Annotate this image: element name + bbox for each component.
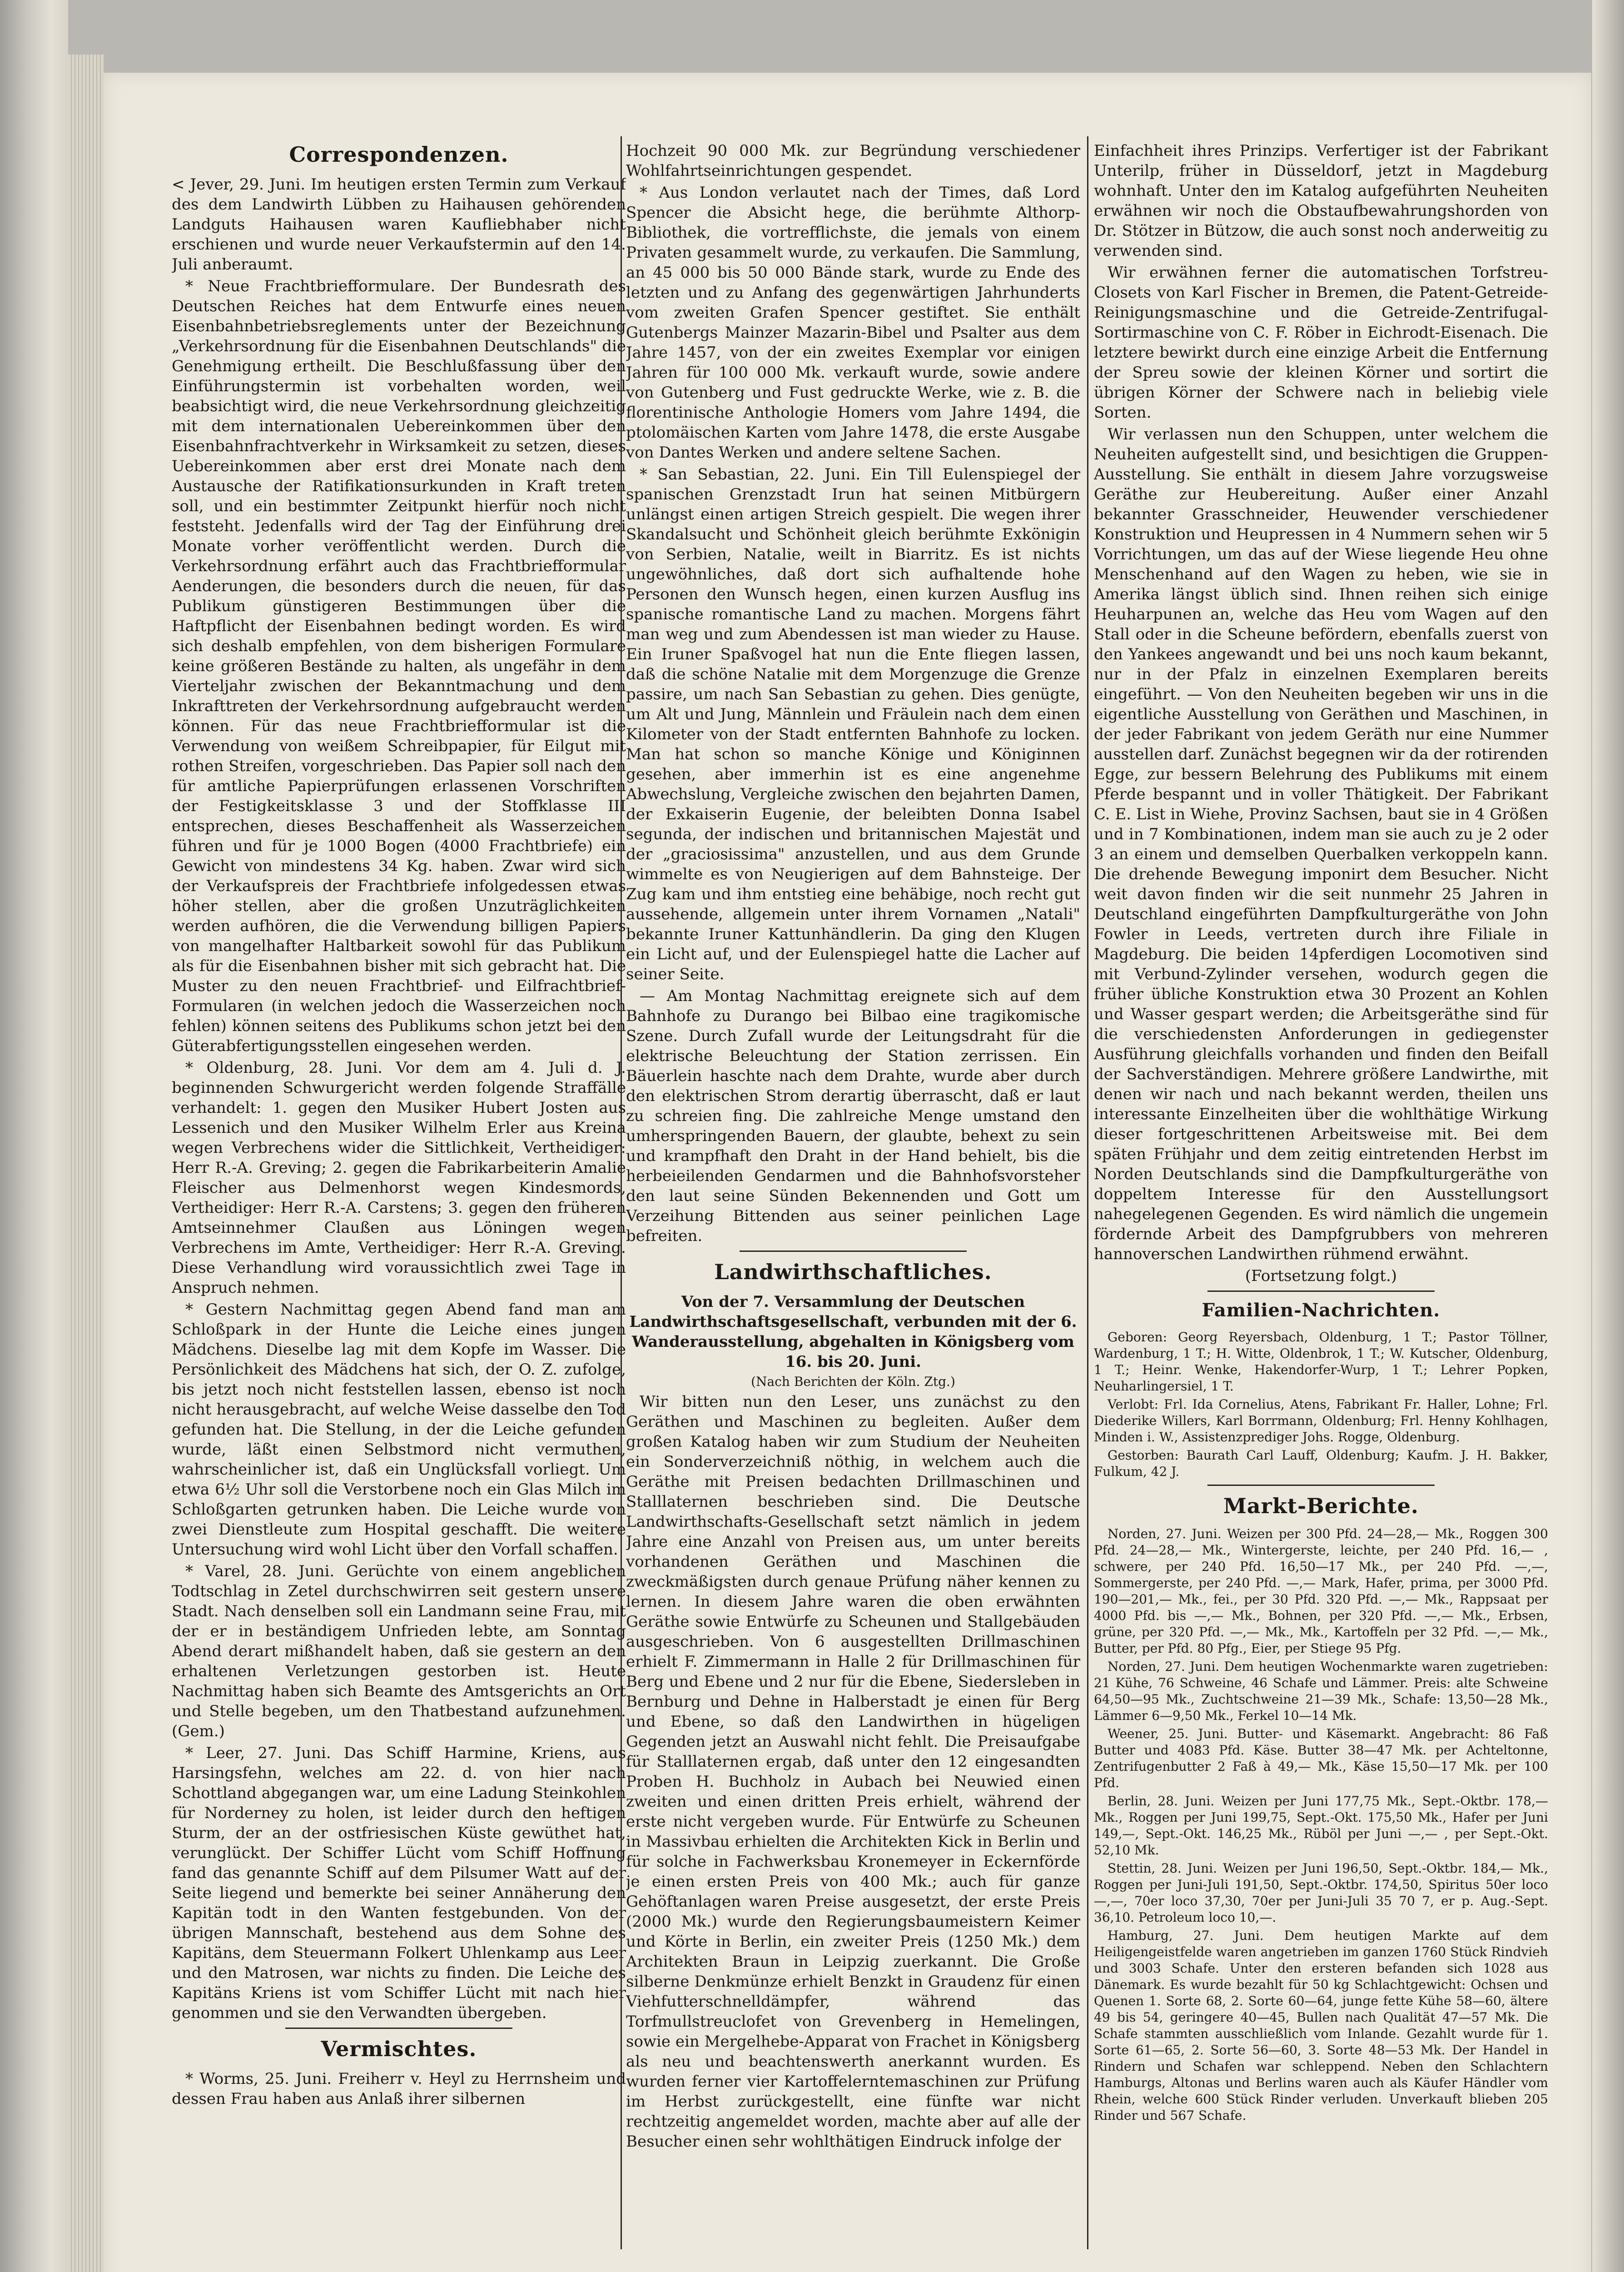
article-paragraph: * Neue Frachtbriefformulare. Der Bundesrath des Deutschen Reiches hat dem Entwurfe eines neuen Eisenbahnbetriebsreglements unter der Bezeichnung „Verkehrsordnung für die Eisenbahnen Deutschlands" die Genehmigung ertheilt. Die Beschlußfassung über den Einführungstermin ist vorbehalten worden, weil beabsichtigt wird, die neue Verkehrsordnung gleichzeitig mit dem internationalen Uebereinkommen über den Eisenbahnfrachtverkehr in Wirksamkeit zu setzen, dieses Uebereinkommen aber erst drei Monate nach dem Austausche der Ratifikationsurkunden in Kraft treten soll, und ein bestimmter Zeitpunkt hierfür noch nicht feststeht. Jedenfalls wird der Tag der Einführung drei Monate vorher veröffentlicht werden. Durch die Verkehrsordnung erfährt auch das Frachtbriefformular Aenderungen, die besonders durch die neuen, für das Publikum günstigeren Bestimmungen über die Haftpflicht der Eisenbahnen bedingt worden. Es wird sich deshalb empfehlen, von dem bisherigen Formulare keine größeren Bestände zu halten, als ungefähr in dem Vierteljahr zwischen der Bekanntmachung und dem Inkrafttreten der Verkehrsordnung aufgebraucht werden können. Für das neue Frachtbriefformular ist die Verwendung von weißem Schreibpapier, für Eilgut mit rothen Streifen, vorgeschrieben. Das Papier soll nach den für amtliche Papierprüfungen erlassenen Vorschriften der Festigkeitsklasse 3 und der Stoffklasse III entsprechen, dieses Beschaffenheit als Wasserzeichen führen und für je 1000 Bogen (4000 Frachtbriefe) ein Gewicht von mindestens 34 Kg. haben. Zwar wird sich der Verkaufspreis der Frachtbriefe infolgedessen etwas höher stellen, aber die großen Unzuträglichkeiten werden aufhören, die die Verwendung billigen Papiers von mangelhafter Haltbarkeit sowohl für das Publikum als für die Eisenbahnen bisher mit sich gebracht hat. Die Muster zu den neuen Frachtbrief- und Eilfrachtbrief-Formularen (in welchen jedoch die Wasserzeichen noch fehlen) können seitens des Publikums schon jetzt bei den Güterabfertigungsstellen eingesehen werden. [172, 277, 626, 1055]
article-paragraph: Wir verlassen nun den Schuppen, unter welchem die Neuheiten aufgestellt sind, und besichtigen die Gruppen-Ausstellung. Sie enthält in diesem Jahre vorzugsweise Geräthe zur Heubereitung. Außer einer Anzahl bekannter Grasschneider, Heuwender verschiedener Konstruktion und Heupressen in 4 Nummern sehen wir 5 Vorrichtungen, um das auf der Wiese liegende Heu ohne Menschenhand auf den Wagen zu heben, wie sie in Amerika längst üblich sind. Ihnen reihen sich einige Heuharpunen an, welche das Heu vom Wagen auf den Stall oder in die Scheune befördern, ebenfalls zuerst von den Yankees angewandt und bei uns noch kaum bekannt, nur in der Pfalz in einzelnen Exemplaren bereits eingeführt. — Von den Neuheiten begeben wir uns in die eigentliche Ausstellung von Geräthen und Maschinen, in der jeder Fabrikant von jedem Geräth nur eine Nummer ausstellen darf. Zunächst begegnen wir da der rotirenden Egge, zur bessern Belehrung des Publikums mit einem Pferde bespannt und in voller Thätigkeit. Der Fabrikant C. E. List in Wiehe, Provinz Sachsen, baut sie in 4 Größen und in 7 Kombinationen, indem man sie auch zu je 2 oder 3 an einem und demselben Querbalken verkoppeln kann. Die drehende Bewegung imponirt dem Besucher. Nicht weit davon finden wir die seit nunmehr 25 Jahren in Deutschland eingeführten Dampfkulturgeräthe von John Fowler in Leeds, vertreten durch ihre Filiale in Magdeburg. Die beiden 14pferdigen Locomotiven sind mit Verbund-Zylinder versehen, wodurch gegen die früher übliche Konstruktion etwa 30 Prozent an Kohlen und Wasser gespart werden; die Arbeitsgeräthe sind für die verschiedensten Anforderungen in gediegenster Ausführung gleichfalls vorhanden und finden den Beifall der Sachverständigen. Mehrere größere Landwirthe, mit denen wir nach und nach bekannt werden, theilen uns interessante Einzelheiten über die wohlthätige Wirkung dieser fortgeschrittenen Arbeitsweise mit. Bei dem späten Frühjahr und dem zeitig eintretenden Herbst im Norden Deutschlands sind die Dampfkulturgeräthe von doppeltem Interesse für den Ausstellungsort nahegelegenen Gegenden. Es wird nämlich die ungemein fördernde Arbeit des Dampfgrubbers von mehreren hannoverschen Landwirthen rühmend erwähnt. [1094, 425, 1548, 1263]
article-source: (Nach Berichten der Köln. Ztg.) [751, 1374, 955, 1389]
article-paragraph: * Varel, 28. Juni. Gerüchte von einem angeblichen Todtschlag in Zetel durchschwirren seit gestern unsere Stadt. Nach denselben soll ein Landmann seine Frau, mit der er in beständigem Unfrieden lebte, am Sonntag Abend derart mißhandelt haben, daß sie gestern an den erhaltenen Verletzungen gestorben ist. Heute Nachmittag haben sich Beamte des Amtsgerichts an Ort und Stelle begeben, um den Thatbestand aufzunehmen. (Gem.) [172, 1562, 626, 1740]
page-stack-edge [68, 55, 104, 2272]
market-entry: Berlin, 28. Juni. Weizen per Juni 177,75 Mk., Sept.-Oktbr. 178,— Mk., Roggen per Juni 199,75, Sept.-Okt. 175,50 Mk., Hafer per Juni 149,—, Sept.-Okt. 146,25 Mk., Rüböl per Juni —,— , per Sept.-Okt. 52,10 Mk. [1094, 1794, 1548, 1858]
family-entry: Verlobt: Frl. Ida Cornelius, Atens, Fabrikant Fr. Haller, Lohne; Frl. Diederike Willers, Karl Borrmann, Oldenburg; Frl. Henny Kohlhagen, Minden i. W., Assistenzprediger Johs. Rogge, Oldenburg. [1094, 1397, 1548, 1445]
column-2 [626, 141, 1080, 2272]
market-entry: Norden, 27. Juni. Dem heutigen Wochenmarkte waren zugetrieben: 21 Kühe, 76 Schweine, 46 Schafe und Lämmer. Preis: alte Schweine 64,50—95 Mk., Zuchtschweine 21—39 Mk., Schafe: 13,50—28 Mk., Lämmer 6—9,50 Mk., Ferkel 10—14 Mk. [1094, 1659, 1548, 1723]
column-3 [1094, 141, 1548, 2272]
article-paragraph: Hochzeit 90 000 Mk. zur Begründung verschiedener Wohlfahrtseinrichtungen gespendet. [626, 142, 1080, 180]
section-heading-correspondenzen: Correspondenzen. [289, 142, 509, 167]
market-entry: Hamburg, 27. Juni. Dem heutigen Markte auf dem Heiligengeistfelde waren angetrieben im ganzen 1760 Stück Rindvieh und 3003 Schafe. Unter den ersteren befanden sich 1028 aus Dänemark. Es wurde bezahlt für 50 kg Schlachtgewicht: Ochsen und Quenen 1. Sorte 68, 2. Sorte 60—64, junge fette Kühe 58—60, ältere 49 bis 54, geringere 40—45, Bullen nach Qualität 47—57 Mk. Die Schafe stammten ausschließlich vom Inlande. Gezahlt wurde für 1. Sorte 61—65, 2. Sorte 56—60, 3. Sorte 48—53 Mk. Der Handel in Rindern und Schafen war schleppend. Neben den Schlachtern Hamburgs, Altonas und Berlins waren auch als Käufer Händler vom Rhein, welche 600 Stück Rinder verluden. Unverkauft blieben 205 Rinder und 567 Schafe. [1094, 1928, 1548, 2123]
article-paragraph: * Worms, 25. Juni. Freiherr v. Heyl zu Herrnsheim und dessen Frau haben aus Anlaß ihrer silbernen [172, 2070, 626, 2108]
section-divider [285, 2028, 512, 2029]
article-paragraph: Einfachheit ihres Prinzips. Verfertiger ist der Fabrikant Unterilp, früher in Düsseldorf, jetzt in Magdeburg wohnhaft. Unter den im Katalog aufgeführten Neuheiten erwähnen wir noch die Obstaufbewahrungshorden von Dr. Stötzer in Bützow, die auch sonst noch anderweitig zu verwenden sind. [1094, 142, 1548, 260]
article-intro: Von der 7. Versammlung der Deutschen Landwirthschaftsgesellschaft, verbunden mit der 6. Wanderausstellung, abgehalten in Königsberg vom 16. bis 20. Juni. [629, 1293, 1077, 1371]
continued-note: (Fortsetzung folgt.) [1245, 1267, 1397, 1285]
newspaper-page [104, 73, 1591, 2272]
market-entry: Stettin, 28. Juni. Weizen per Juni 196,50, Sept.-Oktbr. 184,— Mk., Roggen per Juni-Juli 191,50, Sept.-Oktbr. 174,50, Spiritus 50er loco —,—, 70er loco 37,30, 70er per Juni-Juli 35 70 7, er p. Aug.-Sept. 36,10. Petroleum loco 10,—. [1094, 1861, 1548, 1925]
market-entry: Norden, 27. Juni. Weizen per 300 Pfd. 24—28,— Mk., Roggen 300 Pfd. 24—28,— Mk., Wintergerste, leichte, per 240 Pfd. 16,— , schwere, per 240 Pfd. 16,50—17 Mk., per 240 Pfd. —,—, Sommergerste, per 240 Pfd. —,— Mark, Hafer, prima, per 3000 Pfd. 190—201,— Mk., fei., per 30 Pfd. 320 Pfd. —,— Mk., Rappsaat per 4000 Pfd. bis —,— Mk., Bohnen, per 320 Pfd. —,— Mk., Erbsen, grüne, per 320 Pfd. —,— Mk., Mk., Kartoffeln per 32 Pfd. —,— Mk., Butter, per Pfd. 80 Pfg., Eier, per Stiege 95 Pfg. [1094, 1526, 1548, 1656]
article-paragraph: * San Sebastian, 22. Juni. Ein Till Eulenspiegel der spanischen Grenzstadt Irun hat seinen Mitbürgern unlängst einen artigen Streich gespielt. Die wegen ihrer Skandalsucht und Schönheit gleich berühmte Exkönigin von Serbien, Natalie, weilt in Biarritz. Es ist nichts ungewöhnliches, daß dort sich aufhaltende hohe Personen den Wunsch hegen, einen kurzen Ausflug ins spanische romantische Land zu machen. Morgens fährt man weg und zum Abendessen ist man wieder zu Hause. Ein Iruner Spaßvogel hat nun die Ente fliegen lassen, daß die schöne Natalie mit dem Morgenzuge die Grenze passire, um nach San Sebastian zu gehen. Dies genügte, um Alt und Jung, Männlein und Fräulein nach dem einen Kilometer von der Stadt entfernten Bahnhofe zu locken. Man hat schon so manche Könige und Königinnen gesehen, aber immerhin ist es eine angenehme Abwechslung, Vergleiche zwischen den bejahrten Damen, der Exkaiserin Eugenie, der beleibten Donna Isabel segunda, der indischen und britannischen Majestät und der „graciosissima" anzustellen, und aus dem Grunde wimmelte es von Neugierigen auf dem Bahnsteige. Der Zug kam und ihm entstieg eine behäbige, noch recht gut aussehende, allgemein unter ihrem Vornamen „Natali" bekannte Iruner Kattunhändlerin. Da ging den Klugen ein Licht auf, und der Eulenspiegel hatte die Lacher auf seiner Seite. [626, 465, 1080, 983]
article-paragraph: * Gestern Nachmittag gegen Abend fand man am Schloßpark in der Hunte die Leiche eines jungen Mädchens. Dieselbe lag mit dem Kopfe im Wasser. Die Persönlichkeit des Mädchens hat sich, der O. Z. zufolge, bis jetzt noch nicht feststellen lassen, ebenso ist noch nicht herausgebracht, auf welche Weise dasselbe den Tod gefunden hat. Die Stellung, in der die Leiche gefunden wurde, läßt einen Selbstmord nicht vermuthen, wahrscheinlicher ist, daß ein Unglücksfall vorliegt. Um etwa 6½ Uhr soll die Verstorbene noch ein Glas Milch im Schloßgarten getrunken haben. Die Leiche wurde von zwei Dienstleute zum Hospital geschafft. Die weitere Untersuchung wird wohl Licht über den Vorfall schaffen. [172, 1300, 626, 1559]
article-paragraph: Wir bitten nun den Leser, uns zunächst zu den Geräthen und Maschinen zu begleiten. Außer dem großen Katalog haben wir zum Studium der Neuheiten ein Sonderverzeichniß nöthig, in welchem auch die Geräthe mit Preisen bedachten Drillmaschinen und Stalllaternen beschrieben sind. Die Deutsche Landwirthschafts-Gesellschaft setzt nämlich in jedem Jahre eine Anzahl von Preisen aus, um unter bereits vorhandenen Geräthen und Maschinen die zweckmäßigsten durch genaue Prüfung näher kennen zu lernen. In diesem Jahre waren die oben erwähnten Geräthe sowie Entwürfe zu Scheunen und Stallgebäuden ausgeschrieben. Von 6 ausgestellten Drillmaschinen erhielt F. Zimmermann in Halle 2 für Drillmaschinen für Berg und Ebene und 2 nur für die Ebene, Siedersleben in Bernburg und Dehne in Halberstadt je einen für Berg und Ebene, so daß den Landwirthen in hügeligen Gegenden jetzt an Auswahl nicht fehlt. Die Preisaufgabe für Stalllaternen ergab, daß unter den 12 eingesandten Proben H. Buchholz in Aubach bei Neuwied einen zweiten und einen dritten Preis erhielt, während der erste nicht vergeben wurde. Für Entwürfe zu Scheunen in Massivbau erhielten die Architekten Kick in Berlin und für solche in Fachwerksbau Kronemeyer in Eckernförde je einen ersten Preis von 400 Mk.; auch für ganze Gehöftanlagen waren Preise ausgesetzt, der erste Preis (2000 Mk.) wurde den Regierungsbaumeistern Keimer und Körte in Berlin, ein zweiter Preis (1250 Mk.) dem Architekten Braun in Leipzig zuerkannt. Die Große silberne Denkmünze erhielt Benzkt in Graudenz für einen Viehfutterschnelldämpfer, während das Torfmullstreuclofet von Grevenberg in Hemelingen, sowie ein Mergelhebe-Apparat von Frachet in Königsberg als neu und beachtenswerth anerkannt wurden. Es wurden ferner vier Kartoffelerntemaschinen zur Prüfung im Herbst zurückgestellt, eine fünfte war nicht rechtzeitig angemeldet worden, machte aber auf alle der Besucher einen sehr wohlthätigen Eindruck infolge der [626, 1393, 1080, 2151]
section-divider [1207, 1290, 1435, 1292]
family-entry: Geboren: Georg Reyersbach, Oldenburg, 1 T.; Pastor Töllner, Wardenburg, 1 T.; H. Witte, Oldenbrok, 1 T.; W. Kutscher, Oldenburg, 1 T.; Heinr. Wenke, Hakendorfer-Wurp, 1 T.; Lehrer Popken, Neuharlingersiel, 1 T. [1094, 1330, 1548, 1394]
section-heading-familien-nachrichten: Familien-Nachrichten. [1202, 1300, 1440, 1321]
market-entry: Weener, 25. Juni. Butter- und Käsemarkt. Angebracht: 86 Faß Butter und 4083 Pfd. Käse. Butter 38—47 Mk. per Achteltonne, Zentrifugenbutter 2 Faß à 49,— Mk., Käse 15,50—17 Mk. per 100 Pfd. [1094, 1726, 1548, 1790]
article-paragraph: * Aus London verlautet nach der Times, daß Lord Spencer die Absicht hege, die berühmte Althorp-Bibliothek, die vortrefflichste, die jemals von einem Privaten gesammelt wurde, zu verkaufen. Die Sammlung, an 45 000 bis 50 000 Bände stark, wurde zu Ende des letzten und zu Anfang des gegenwärtigen Jahrhunderts vom zweiten Grafen Spencer gestiftet. Sie enthält Gutenbergs Mainzer Mazarin-Bibel und Psalter aus dem Jahre 1457, von der ein zweites Exemplar vor einigen Jahren für 100 000 Mk. verkauft wurde, sowie andere von Gutenberg und Fust gedruckte Werke, wie z. B. die florentinische Anthologie Homers vom Jahre 1494, die ptolomäischen Karten vom Jahre 1478, die erste Ausgabe von Dantes Werken und andere seltene Sachen. [626, 184, 1080, 462]
article-paragraph: — Am Montag Nachmittag ereignete sich auf dem Bahnhofe zu Durango bei Bilbao eine tragikomische Szene. Durch Zufall wurde der Leitungsdraht für die elektrische Beleuchtung der Station zerrissen. Ein Bäuerlein haschte nach dem Drahte, wurde aber durch den elektrischen Strom derartig überrascht, daß er laut zu schreien fing. Die zahlreiche Menge umstand den umherspringenden Bauern, der glaubte, behext zu sein und krampfhaft den Draht in der Hand behielt, bis die herbeieilenden Gendarmen und die Bahnhofsvorsteher den laut seine Sünden Bekennenden und Gott um Verzeihung Bittenden aus seiner peinlichen Lage befreiten. [626, 987, 1080, 1245]
scan-left-edge [0, 0, 68, 2272]
column-1 [172, 136, 626, 2272]
scan-right-edge [1592, 0, 1624, 2272]
section-divider [1207, 1485, 1435, 1486]
section-heading-landwirthschaftliches: Landwirthschaftliches. [714, 1260, 992, 1284]
family-entry: Gestorben: Baurath Carl Lauff, Oldenburg; Kaufm. J. H. Bakker, Fulkum, 42 J. [1094, 1448, 1548, 1479]
article-paragraph: Wir erwähnen ferner die automatischen Torfstreu-Closets von Karl Fischer in Bremen, die Patent-Getreide-Reinigungsmaschine und die Getreide-Zentrifugal-Sortirmaschine von C. F. Röber in Eichrodt-Eisenach. Die letztere bewirkt durch eine einzige Arbeit die Entfernung der Spreu sowie der kleinen Körner und sortirt die übrigen Körner der Schwere nach in beliebig viele Sorten. [1094, 264, 1548, 422]
article-paragraph: * Leer, 27. Juni. Das Schiff Harmine, Kriens, aus Harsingsfehn, welches am 22. d. von hier nach Schottland abgegangen war, um eine Ladung Steinkohlen für Norderney zu holen, ist leider durch den heftigen Sturm, der an der ostfriesischen Küste gewüthet hat, verunglückt. Der Schiffer Lücht vom Schiff Hoffnung fand das genannte Schiff auf dem Pilsumer Watt auf der Seite liegend und bemerkte bei seiner Annäherung den Kapitän todt in den Wanten festgebunden. Von der übrigen Mannschaft, bestehend aus dem Sohne des Kapitäns, dem Steuermann Folkert Uhlenkamp aus Leer und den Matrosen, war nichts zu finden. Die Leiche des Kapitäns Kriens ist vom Schiffer Lücht mit nach hier genommen und sie den Verwandten übergeben. [172, 1744, 626, 2022]
section-divider [740, 1251, 967, 1252]
section-heading-vermischtes: Vermischtes. [321, 2037, 477, 2061]
section-heading-markt-berichte: Markt-Berichte. [1223, 1494, 1419, 1518]
article-paragraph: < Jever, 29. Juni. Im heutigen ersten Termin zum Verkauf des dem Landwirth Lübben zu Haihausen gehörenden Landguts Haihausen waren Kaufliebhaber nicht erschienen und wurde neuer Verkaufstermin auf den 14. Juli anberaumt. [172, 175, 626, 274]
article-paragraph: * Oldenburg, 28. Juni. Vor dem am 4. Juli d. J. beginnenden Schwurgericht werden folgende Straffälle verhandelt: 1. gegen den Musiker Hubert Josten aus Lessenich und den Musiker Wilhelm Erler aus Kreina wegen Verbrechens wider die Sittlichkeit, Vertheidiger: Herr R.-A. Greving; 2. gegen die Fabrikarbeiterin Amalie Fleischer aus Delmenhorst wegen Kindesmords, Vertheidiger: Herr R.-A. Carstens; 3. gegen den früheren Amtseinnehmer Claußen aus Löningen wegen Verbrechens im Amte, Vertheidiger: Herr R.-A. Greving. Diese Verhandlung wird voraussichtlich zwei Tage in Anspruch nehmen. [172, 1059, 626, 1297]
column-rule-2 [1087, 136, 1088, 2249]
